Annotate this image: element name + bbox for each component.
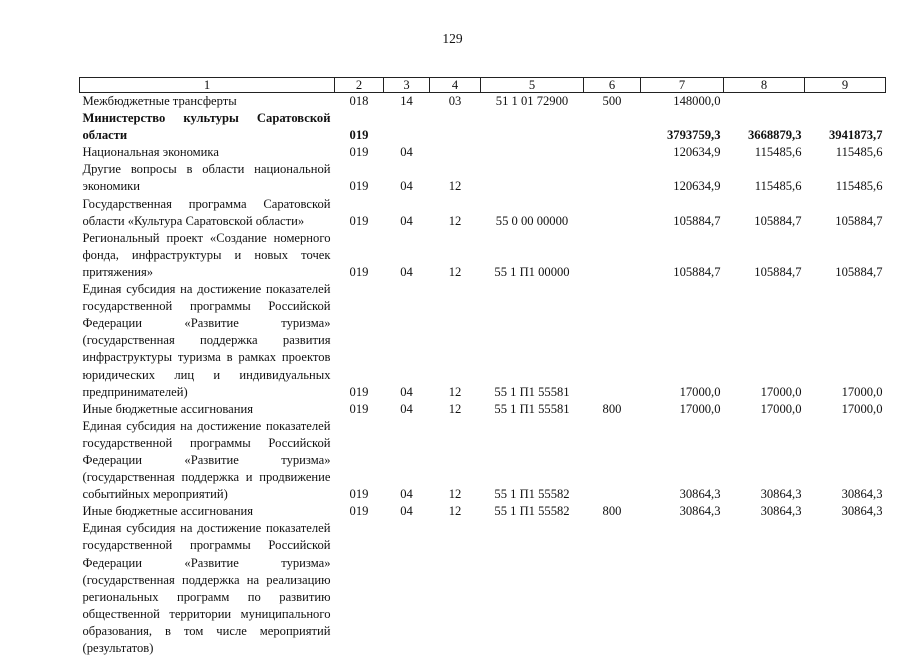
row-ministry-code: 018 (335, 93, 384, 111)
row-name: Единая субсидия на достижение показателей государственной программы Российской Федерации «Развитие туризма» (государственная поддержка на реализацию региональных программ по развитию общественной территории муниципального образования, в том числе мероприятий (результатов) (80, 520, 335, 657)
table-row (80, 281, 886, 401)
row-amount-year-3: 115485,6 (805, 144, 886, 161)
row-name: Единая субсидия на достижение показателей государственной программы Российской Федерации «Развитие туризма» (государственная поддержка развития инфраструктуры туризма в рамках проектов юридических лиц и индивидуальных предпринимателей) (80, 281, 335, 401)
row-ministry-code: 019 (335, 161, 384, 195)
header-cell-2: 2 (335, 78, 384, 93)
row-amount-year-3: 30864,3 (805, 503, 886, 520)
header-cell-9: 9 (805, 78, 886, 93)
row-subsection-code: 12 (430, 503, 481, 520)
row-amount-year-3: 17000,0 (805, 401, 886, 418)
row-expense-type (584, 418, 641, 503)
row-amount-year-1: 17000,0 (641, 281, 724, 401)
row-amount-year-2: 17000,0 (724, 281, 805, 401)
budget-table (79, 77, 886, 657)
row-section-code: 04 (384, 144, 430, 161)
row-name: Межбюджетные трансферты (80, 93, 335, 111)
row-amount-year-3 (805, 520, 886, 657)
header-cell-8: 8 (724, 78, 805, 93)
row-amount-year-2: 17000,0 (724, 401, 805, 418)
row-amount-year-3: 17000,0 (805, 281, 886, 401)
row-amount-year-2: 30864,3 (724, 418, 805, 503)
row-ministry-code: 019 (335, 281, 384, 401)
table-row (80, 144, 886, 161)
header-cell-6: 6 (584, 78, 641, 93)
header-cell-5: 5 (481, 78, 584, 93)
row-target-article: 51 1 01 72900 (481, 93, 584, 111)
row-amount-year-1: 17000,0 (641, 401, 724, 418)
row-expense-type (584, 196, 641, 230)
row-subsection-code: 03 (430, 93, 481, 111)
row-amount-year-2 (724, 93, 805, 111)
row-amount-year-1: 120634,9 (641, 144, 724, 161)
row-amount-year-1: 148000,0 (641, 93, 724, 111)
row-subsection-code (430, 144, 481, 161)
row-amount-year-2: 115485,6 (724, 144, 805, 161)
row-ministry-code: 019 (335, 196, 384, 230)
row-target-article (481, 144, 584, 161)
table-row (80, 93, 886, 111)
row-target-article: 55 1 П1 55582 (481, 418, 584, 503)
table-row (80, 110, 886, 144)
row-subsection-code: 12 (430, 230, 481, 281)
table-row (80, 401, 886, 418)
row-target-article (481, 110, 584, 144)
row-section-code (384, 110, 430, 144)
row-section-code: 04 (384, 401, 430, 418)
row-section-code: 04 (384, 418, 430, 503)
row-amount-year-1: 120634,9 (641, 161, 724, 195)
row-expense-type (584, 144, 641, 161)
row-target-article: 55 1 П1 55581 (481, 401, 584, 418)
row-name: Единая субсидия на достижение показателей государственной программы Российской Федерации «Развитие туризма» (государственная поддержка и продвижение событийных мероприятий) (80, 418, 335, 503)
row-amount-year-2: 115485,6 (724, 161, 805, 195)
row-amount-year-1: 3793759,3 (641, 110, 724, 144)
row-ministry-code: 019 (335, 230, 384, 281)
table-header (80, 78, 886, 93)
row-amount-year-3: 115485,6 (805, 161, 886, 195)
row-subsection-code (430, 520, 481, 657)
row-expense-type: 800 (584, 503, 641, 520)
row-section-code: 04 (384, 230, 430, 281)
row-subsection-code: 12 (430, 281, 481, 401)
header-cell-3: 3 (384, 78, 430, 93)
page-number: 129 (0, 31, 905, 47)
row-amount-year-2: 3668879,3 (724, 110, 805, 144)
row-ministry-code: 019 (335, 110, 384, 144)
row-ministry-code: 019 (335, 418, 384, 503)
row-amount-year-1: 105884,7 (641, 196, 724, 230)
row-name: Государственная программа Саратовской области «Культура Саратовской области» (80, 196, 335, 230)
table-row (80, 503, 886, 520)
table-row (80, 230, 886, 281)
header-row (80, 78, 886, 93)
row-section-code: 04 (384, 161, 430, 195)
row-target-article: 55 1 П1 00000 (481, 230, 584, 281)
row-subsection-code: 12 (430, 161, 481, 195)
row-expense-type (584, 520, 641, 657)
row-expense-type (584, 281, 641, 401)
header-cell-7: 7 (641, 78, 724, 93)
row-amount-year-2: 105884,7 (724, 230, 805, 281)
row-ministry-code: 019 (335, 503, 384, 520)
row-amount-year-1: 105884,7 (641, 230, 724, 281)
row-section-code: 14 (384, 93, 430, 111)
row-name: Национальная экономика (80, 144, 335, 161)
row-section-code (384, 520, 430, 657)
row-expense-type (584, 110, 641, 144)
row-section-code: 04 (384, 281, 430, 401)
table-row (80, 418, 886, 503)
table-body (80, 93, 886, 657)
row-amount-year-3 (805, 93, 886, 111)
row-subsection-code: 12 (430, 196, 481, 230)
row-amount-year-2 (724, 520, 805, 657)
row-ministry-code: 019 (335, 144, 384, 161)
row-amount-year-3: 30864,3 (805, 418, 886, 503)
table-row (80, 196, 886, 230)
row-subsection-code: 12 (430, 401, 481, 418)
table-row (80, 161, 886, 195)
row-subsection-code (430, 110, 481, 144)
row-amount-year-1: 30864,3 (641, 418, 724, 503)
row-section-code: 04 (384, 503, 430, 520)
row-target-article: 55 0 00 00000 (481, 196, 584, 230)
row-amount-year-3: 105884,7 (805, 230, 886, 281)
row-name: Другие вопросы в области национальной экономики (80, 161, 335, 195)
row-amount-year-2: 30864,3 (724, 503, 805, 520)
row-expense-type: 800 (584, 401, 641, 418)
row-expense-type: 500 (584, 93, 641, 111)
row-name: Региональный проект «Создание номерного фонда, инфраструктуры и новых точек притяжения» (80, 230, 335, 281)
table-row (80, 520, 886, 657)
row-name: Иные бюджетные ассигнования (80, 503, 335, 520)
row-amount-year-1 (641, 520, 724, 657)
row-expense-type (584, 230, 641, 281)
row-target-article (481, 520, 584, 657)
row-amount-year-3: 105884,7 (805, 196, 886, 230)
row-amount-year-2: 105884,7 (724, 196, 805, 230)
row-expense-type (584, 161, 641, 195)
row-amount-year-3: 3941873,7 (805, 110, 886, 144)
row-name: Министерство культуры Саратовской области (80, 110, 335, 144)
row-target-article: 55 1 П1 55582 (481, 503, 584, 520)
row-subsection-code: 12 (430, 418, 481, 503)
row-section-code: 04 (384, 196, 430, 230)
row-target-article: 55 1 П1 55581 (481, 281, 584, 401)
row-ministry-code (335, 520, 384, 657)
row-target-article (481, 161, 584, 195)
header-cell-1: 1 (80, 78, 335, 93)
row-ministry-code: 019 (335, 401, 384, 418)
row-name: Иные бюджетные ассигнования (80, 401, 335, 418)
row-amount-year-1: 30864,3 (641, 503, 724, 520)
header-cell-4: 4 (430, 78, 481, 93)
